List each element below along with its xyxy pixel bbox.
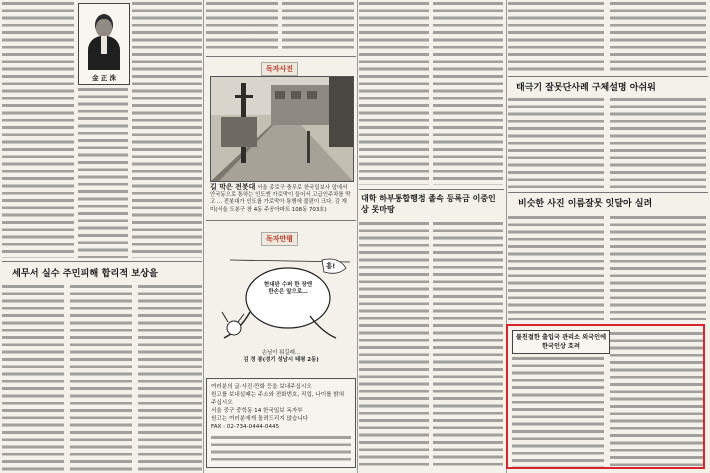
section-label: 독자사진 bbox=[261, 62, 298, 76]
section-divider bbox=[508, 192, 708, 193]
section-divider bbox=[206, 56, 356, 57]
reader-submission-notice bbox=[206, 378, 356, 468]
section-divider bbox=[359, 189, 504, 190]
section-divider bbox=[2, 261, 202, 262]
notice-line: FAX : 02-734-0444-0445 bbox=[211, 424, 280, 430]
cartoon-sign-text: 현대판 수퍼 한 장엔 한손은 앞으로… bbox=[263, 282, 313, 295]
article-text bbox=[78, 86, 128, 258]
article-headline: 세무서 실수 주민피해 합리적 보상을 bbox=[12, 268, 158, 279]
article-text bbox=[206, 0, 278, 52]
article-text bbox=[282, 0, 354, 52]
article-text bbox=[2, 0, 74, 258]
article-text bbox=[70, 283, 132, 471]
photo-caption-credit: 김 재 미(서울 도봉구 창 4동 주공아파트 108동 703호) bbox=[210, 199, 347, 213]
column-3 bbox=[359, 0, 504, 473]
columnist-portrait bbox=[78, 3, 130, 85]
article-text bbox=[508, 96, 604, 188]
notice-line: 여러분의 글·사진·만화 등을 보내주십시오 bbox=[211, 384, 312, 390]
article-text bbox=[138, 283, 202, 471]
highlight-frame bbox=[506, 324, 705, 469]
street-scene-image bbox=[211, 77, 353, 181]
article-headline: 태극기 잘못단사례 구체설명 아쉬워 bbox=[516, 83, 656, 93]
article-text bbox=[610, 0, 706, 72]
article-text bbox=[2, 283, 64, 471]
notice-line: 원고는 여러분에게 돌려드리지 않습니다 bbox=[211, 416, 309, 422]
article-text bbox=[508, 214, 604, 320]
notice-line: 원고를 보내실때는 주소와 전화번호, 직업, 나이를 밝혀 주십시오 bbox=[211, 392, 345, 406]
avatar bbox=[88, 14, 120, 70]
editorial-cartoon bbox=[210, 250, 352, 345]
street-photo bbox=[210, 76, 354, 182]
cartoon-caption-text: 손님이 뭐길래… bbox=[261, 350, 301, 356]
article-text bbox=[433, 220, 503, 470]
byline-name: 金 正 洙 bbox=[91, 74, 117, 82]
column-1 bbox=[2, 0, 202, 473]
article-text bbox=[132, 0, 202, 258]
article-text bbox=[610, 214, 706, 320]
cartoon-speech-bubble: 흥! bbox=[326, 262, 336, 270]
article-text bbox=[433, 0, 503, 185]
section-label: 독자만평 bbox=[261, 232, 298, 246]
column-divider bbox=[357, 0, 358, 473]
photo-caption-title: 길 막은 전봇대 bbox=[210, 183, 256, 191]
article-text bbox=[610, 96, 706, 188]
cartoon-caption bbox=[210, 350, 352, 364]
boxed-headline-text: 불친절한 출입국 관리소 외국인에 한국인상 흐려 bbox=[515, 334, 607, 350]
article-headline: 비슷한 사진 이름잘못 잇달아 실려 bbox=[518, 199, 653, 209]
photo-caption bbox=[210, 184, 352, 214]
notice-text bbox=[211, 434, 351, 462]
section-divider bbox=[206, 220, 356, 221]
column-divider bbox=[203, 0, 204, 473]
article-text bbox=[359, 0, 429, 185]
article-text bbox=[359, 220, 429, 470]
section-divider bbox=[508, 76, 708, 77]
notice-line: 서울 중구 중학동 14 한국일보 독자부 bbox=[211, 408, 303, 414]
cartoon-credit: 김 정 봉(경기 성남시 태평 2동) bbox=[243, 357, 319, 364]
article-text bbox=[508, 0, 604, 72]
article-headline: 대학 하부통합행정 졸속 등록금 이중인상 못마땅 bbox=[361, 194, 496, 214]
photo-caption-body: 서울 종로구 충무로 한국일보사 앞에서 안국동으로 통하는 인도엔 가로막이 들어서 고급인주차를 막고 ... 전봇대가 인도를 가로막아 통행에 불편이 크다. bbox=[210, 185, 351, 206]
